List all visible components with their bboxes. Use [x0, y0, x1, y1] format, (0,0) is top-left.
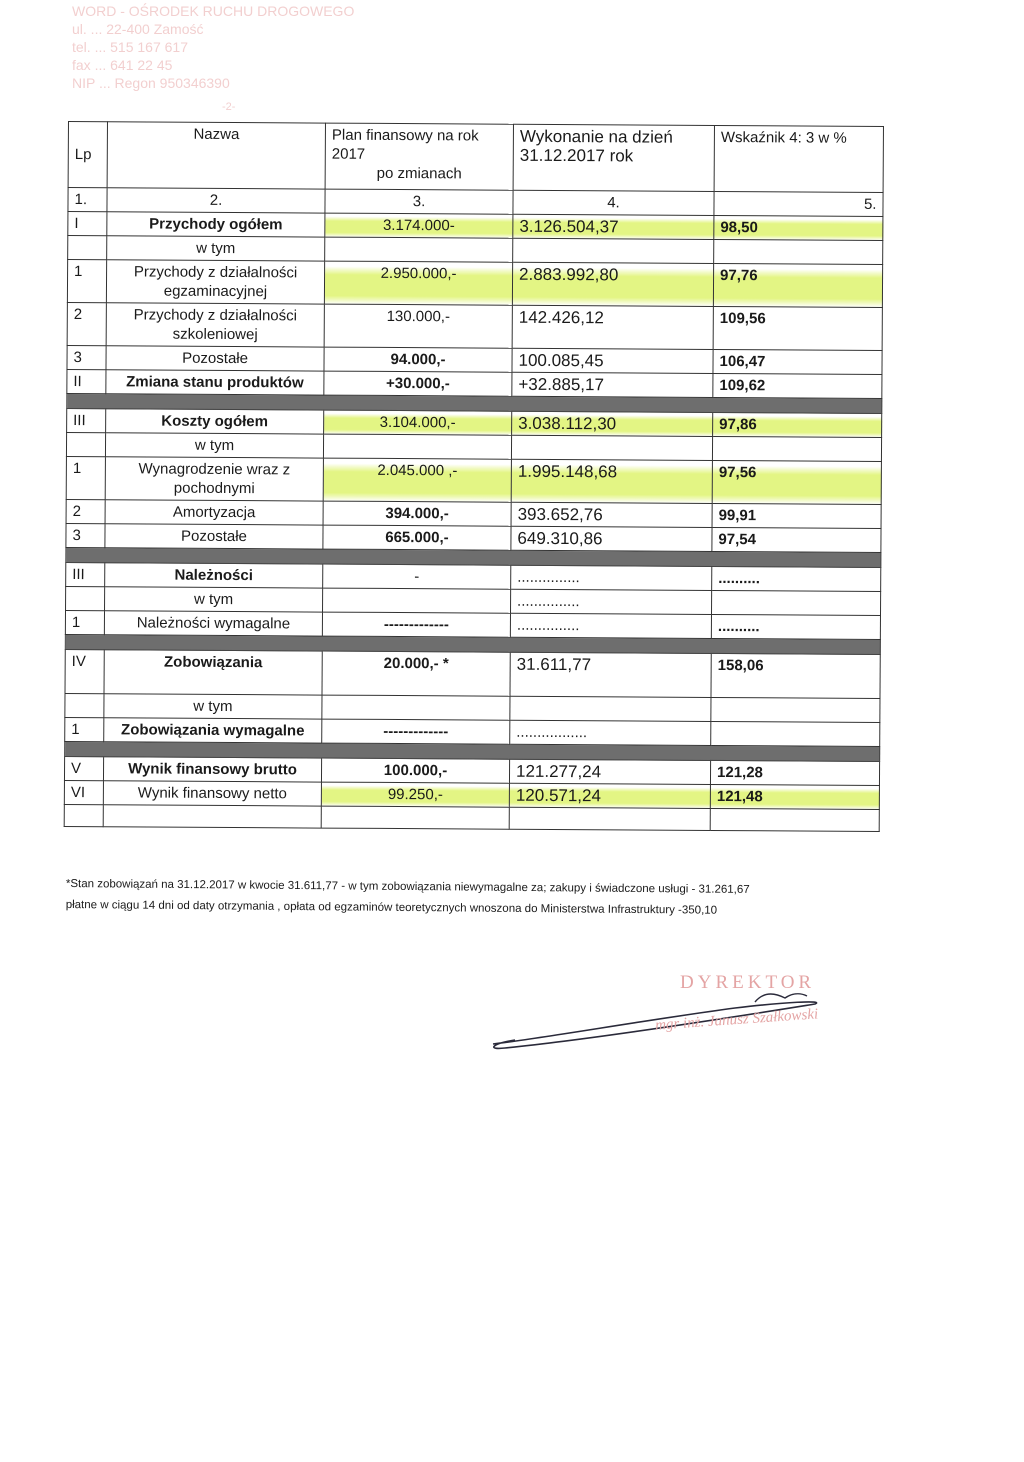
- row-exec: 121.277,24: [509, 759, 710, 784]
- table-row: [66, 456, 881, 504]
- table-row: [67, 302, 882, 350]
- row-lp: 1: [65, 717, 104, 741]
- row-exec: ...............: [511, 589, 712, 614]
- row-exec: 1.995.148,68: [511, 459, 712, 503]
- row-plan: -------------: [322, 612, 510, 637]
- row-name: Zobowiązania wymagalne: [104, 718, 322, 743]
- row-pct: 109,62: [713, 373, 882, 398]
- table-row: [65, 649, 880, 698]
- row-exec: 3.038.112,30: [512, 411, 713, 436]
- row-name: Zmiana stanu produktów: [106, 370, 324, 395]
- row-lp: 3: [66, 523, 105, 547]
- row-pct: 97,86: [713, 412, 882, 437]
- row-lp: 1: [66, 456, 105, 499]
- row-exec: ...............: [510, 613, 711, 638]
- header-lp: Lp: [68, 122, 107, 188]
- row-name: Pozostałe: [106, 346, 324, 371]
- row-name: w tym: [105, 587, 323, 612]
- row-exec: 649.310,86: [511, 526, 712, 551]
- director-name: mgr inż. Janusz Szałkowski: [654, 1006, 819, 1034]
- row-pct: 99,91: [712, 503, 881, 528]
- row-lp: III: [66, 562, 105, 586]
- row-name: Koszty ogółem: [106, 409, 324, 434]
- colnum: 4.: [513, 190, 714, 215]
- row-exec: +32.885,17: [512, 372, 713, 397]
- row-lp: 3: [67, 345, 106, 369]
- row-name: Wynagrodzenie wraz z pochodnymi: [105, 457, 323, 501]
- stamp-line: fax ... 641 22 45: [72, 57, 173, 73]
- page-number: -2-: [222, 101, 236, 113]
- row-lp: 2: [67, 302, 106, 345]
- header-row: [68, 122, 883, 193]
- table-row: [67, 260, 882, 308]
- director-title: DYREKTOR: [680, 972, 816, 993]
- footnote-line: *Stan zobowiązań na 31.12.2017 w kwocie 31.611,77 - w tym zobowiązania niewymagalne za; zakupy i świadczone usługi - 31.261,67: [65, 877, 750, 896]
- row-pct: 109,56: [713, 306, 882, 350]
- row-exec: 393.652,76: [511, 502, 712, 527]
- row-lp: VI: [64, 780, 103, 804]
- colnum: 1.: [68, 188, 107, 212]
- row-plan: -: [323, 564, 511, 589]
- row-pct: 97,76: [713, 263, 882, 307]
- row-name: Wynik finansowy brutto: [103, 757, 321, 782]
- row-exec: 142.426,12: [512, 305, 713, 349]
- stamp-line: ul. ... 22-400 Zamość: [72, 21, 204, 37]
- row-name: Pozostałe: [105, 524, 323, 549]
- row-pct: 98,50: [714, 215, 883, 240]
- row-plan: 2.950.000,-: [324, 261, 512, 305]
- header-name: Nazwa: [107, 122, 325, 189]
- stamp-line: tel. ... 515 167 617: [72, 39, 188, 55]
- row-exec: ...............: [511, 565, 712, 590]
- row-lp: II: [67, 369, 106, 393]
- row-exec: 3.126.504,37: [513, 214, 714, 239]
- row-pct: ..........: [712, 566, 881, 591]
- row-name: w tym: [107, 236, 325, 261]
- row-plan: 3.174.000-: [325, 213, 513, 238]
- row-plan: 100.000,-: [321, 758, 509, 783]
- row-name: Wynik finansowy netto: [103, 781, 321, 806]
- row-name: Należności: [105, 563, 323, 588]
- header-plan-label: Plan finansowy na rok 2017: [331, 126, 479, 163]
- row-name: Amortyzacja: [105, 500, 323, 525]
- row-plan: 130.000,-: [324, 304, 512, 348]
- row-lp: I: [68, 212, 107, 236]
- row-plan: 394.000,-: [323, 501, 511, 526]
- row-name: Przychody ogółem: [107, 212, 325, 237]
- row-exec: 31.611,77: [510, 652, 711, 697]
- row-exec: 120.571,24: [509, 783, 710, 808]
- row-exec: 2.883.992,80: [512, 262, 713, 306]
- financial-table: [64, 121, 884, 832]
- company-stamp: [72, 2, 372, 113]
- footnote: [66, 874, 886, 923]
- row-name: Należności wymagalne: [104, 611, 322, 636]
- row-pct: 121,28: [710, 760, 879, 785]
- row-lp: V: [64, 756, 103, 780]
- row-exec: .................: [510, 720, 711, 745]
- row-plan: 94.000,-: [324, 347, 512, 372]
- header-exec: Wykonanie na dzień 31.12.2017 rok: [513, 124, 714, 191]
- table-row: [64, 804, 879, 831]
- row-lp: III: [67, 408, 106, 432]
- colnum: 5.: [714, 191, 883, 216]
- row-plan: -------------: [322, 719, 510, 744]
- header-plan: [325, 123, 513, 190]
- row-pct: ..........: [711, 614, 880, 639]
- row-pct: 97,54: [712, 527, 881, 552]
- row-name: Przychody z działalności szkoleniowej: [106, 303, 324, 347]
- colnum: 2.: [107, 188, 325, 213]
- row-lp: 2: [66, 499, 105, 523]
- row-plan: 3.104.000,-: [324, 410, 512, 435]
- header-pct: Wskaźnik 4: 3 w %: [714, 125, 883, 192]
- row-name: Zobowiązania: [104, 650, 322, 695]
- row-name: w tym: [105, 433, 323, 458]
- row-lp: IV: [65, 649, 104, 693]
- row-pct: 121,48: [710, 784, 879, 809]
- footnote-line: płatne w ciągu 14 dni od daty otrzymania , opłata od egzaminów teoretycznych wnoszona do Ministerstwa Infrastruktury -350,10: [65, 898, 718, 917]
- row-pct: 106,47: [713, 349, 882, 374]
- row-lp: 1: [65, 610, 104, 634]
- row-plan: 99.250,-: [321, 782, 509, 807]
- stamp-line: WORD - OŚRODEK RUCHU DROGOWEGO: [72, 3, 355, 19]
- row-exec: 100.085,45: [512, 348, 713, 373]
- row-name: Przychody z działalności egzaminacyjnej: [106, 260, 324, 304]
- stamp-line: NIP ... Regon 950346390: [72, 75, 230, 91]
- signature-block: [485, 960, 855, 1060]
- row-plan: 2.045.000 ,-: [323, 458, 511, 502]
- row-plan: 20.000,- *: [322, 651, 510, 696]
- row-plan: 665.000,-: [323, 525, 511, 550]
- row-pct: 97,56: [712, 460, 881, 504]
- colnum: 3.: [325, 189, 513, 214]
- header-plan-sub: po zmianach: [376, 164, 462, 183]
- row-plan: +30.000,-: [324, 371, 512, 396]
- row-name: w tym: [104, 694, 322, 719]
- row-lp: 1: [67, 260, 106, 303]
- row-pct: 158,06: [711, 653, 880, 698]
